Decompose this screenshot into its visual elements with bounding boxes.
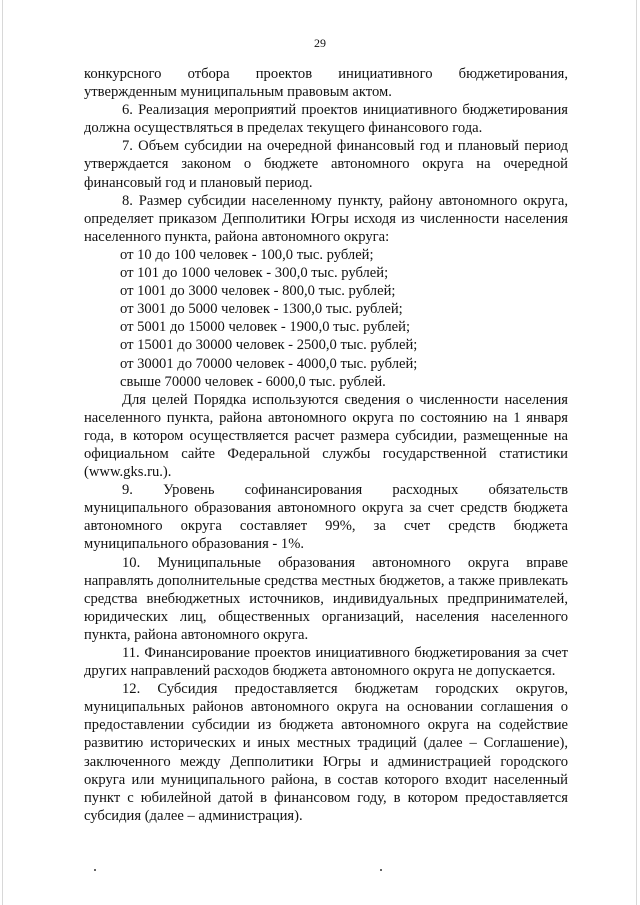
paragraph-continuation: конкурсного отбора проектов инициативного бюджетирования, утвержденным муниципальным правовым актом. <box>84 66 568 101</box>
paragraph-item-11: 11. Финансирование проектов инициативного бюджетирования за счет других направлений расходов бюджета автономного округа не допускается. <box>84 645 568 680</box>
subsidy-tier: свыше 70000 человек - 6000,0 тыс. рублей. <box>120 373 386 390</box>
scan-dot-mark <box>380 869 382 871</box>
scan-dot-mark <box>94 869 96 871</box>
paragraph-population-note: Для целей Порядка используются сведения о численности населения населенного пункта, района автономного округа по состоянию на 1 января года, в котором осуществляется расчет размера субсидии, размещенные на официальном сайте Федеральной службы государственной статистики (www.gks.ru.). <box>84 391 568 481</box>
paragraph-item-7: 7. Объем субсидии на очередной финансовый год и плановый период утверждается законом о бюджете автономного округа на очередной финансовый год и плановый период. <box>84 138 568 191</box>
paragraph-item-12: 12. Субсидия предоставляется бюджетам городских округов, муниципальных районов автономного округа на основании соглашения о предоставлении субсидии из бюджета автономного округа на содействие развитию исторических и иных местных традиций (далее – Соглашение), заключенного между Депполитики Югры и администрацией городского округа или муниципального района, в состав которого входит населенный пункт с юбилейной датой в финансовом году, в котором предоставляется субсидия (далее – администрация). <box>84 681 568 824</box>
subsidy-tier: от 101 до 1000 человек - 300,0 тыс. рублей; <box>120 265 389 282</box>
paragraph-item-10: 10. Муниципальные образования автономного округа вправе направлять дополнительные средства местных бюджетов, а также привлекать средства внебюджетных источников, индивидуальных предпринимателей, юридических лиц, общественных организаций, населения населенного пункта, района автономного округа. <box>84 554 568 643</box>
paragraph-item-6: 6. Реализация мероприятий проектов инициативного бюджетирования должна осуществляться в пределах текущего финансового года. <box>84 102 568 137</box>
scan-edge-left <box>2 0 3 905</box>
scan-edge-right <box>636 0 637 905</box>
subsidy-tier: от 3001 до 5000 человек - 1300,0 тыс. рублей; <box>120 301 403 318</box>
subsidy-tier: от 1001 до 3000 человек - 800,0 тыс. рублей; <box>120 283 396 300</box>
subsidy-tier: от 5001 до 15000 человек - 1900,0 тыс. рублей; <box>120 319 411 336</box>
paragraph-item-8: 8. Размер субсидии населенному пункту, району автономного округа, определяет приказом Депполитики Югры исходя из численности населения населенного пункта, района автономного округа: <box>84 192 568 245</box>
subsidy-tier: от 10 до 100 человек - 100,0 тыс. рублей; <box>120 246 374 263</box>
document-body <box>84 65 568 825</box>
subsidy-tier: от 30001 до 70000 человек - 4000,0 тыс. рублей; <box>120 355 418 372</box>
page-number: 29 <box>314 36 326 50</box>
paragraph-item-9: 9. Уровень софинансирования расходных обязательств муниципального образования автономного округа за счет средств бюджета автономного округа составляет 99%, за счет средств бюджета муниципального образования - 1%. <box>84 482 568 553</box>
subsidy-tier: от 15001 до 30000 человек - 2500,0 тыс. рублей; <box>120 337 418 354</box>
subsidy-tiers-list <box>84 246 568 391</box>
